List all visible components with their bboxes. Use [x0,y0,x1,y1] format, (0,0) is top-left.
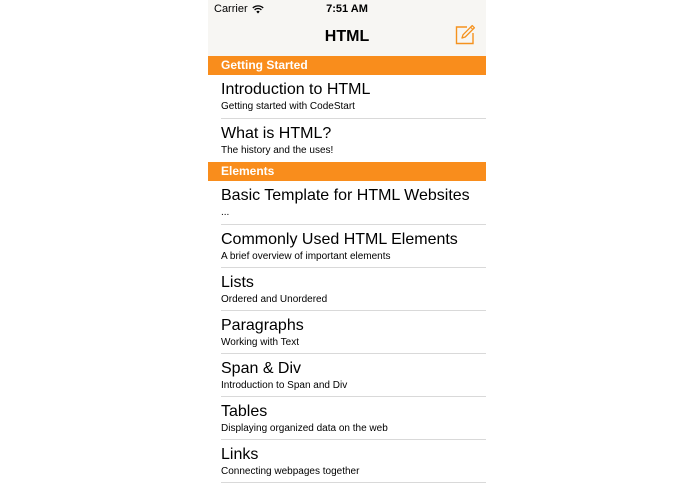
list-item-subtitle: Working with Text [221,337,299,348]
compose-button[interactable] [454,24,476,46]
list-item[interactable] [208,225,486,268]
list-item[interactable] [208,354,486,397]
page-title: HTML [324,28,370,45]
list-item[interactable] [208,311,486,354]
phone-screen [208,0,486,494]
list-item-title: Lists [221,274,254,291]
list-item-title: Commonly Used HTML Elements [221,231,458,248]
list-item-subtitle: ... [221,207,230,218]
compose-icon [454,24,476,46]
section-header-getting-started: Getting Started [208,56,486,75]
section-header-elements: Elements [208,162,486,181]
list-item-title: Tables [221,403,268,420]
list-item-subtitle: Getting started with CodeStart [221,101,355,112]
list-item-subtitle: Ordered and Unordered [221,294,328,305]
list-item-subtitle: Connecting webpages together [221,466,360,477]
navigation-bar [208,0,486,57]
list-item[interactable] [208,119,486,162]
carrier-label: Carrier [214,3,248,15]
list-item-title: Span & Div [221,360,302,377]
list-item-subtitle: A brief overview of important elements [221,251,391,262]
list-item[interactable] [208,397,486,440]
list-item[interactable] [208,268,486,311]
list-item-title: Introduction to HTML [221,81,371,98]
list-item[interactable] [208,181,486,225]
list-item-subtitle: Displaying organized data on the web [221,423,388,434]
list-item-subtitle: The history and the uses! [221,145,334,156]
status-time: 7:51 AM [326,3,368,15]
list-item-title: Paragraphs [221,317,304,334]
status-bar [208,0,486,20]
lesson-list [208,56,486,483]
list-item[interactable] [208,440,486,483]
list-item-title: What is HTML? [221,125,332,142]
list-item-title: Links [221,446,259,463]
list-item[interactable] [208,75,486,119]
list-item-title: Basic Template for HTML Websites [221,187,470,204]
list-item-subtitle: Introduction to Span and Div [221,380,348,391]
